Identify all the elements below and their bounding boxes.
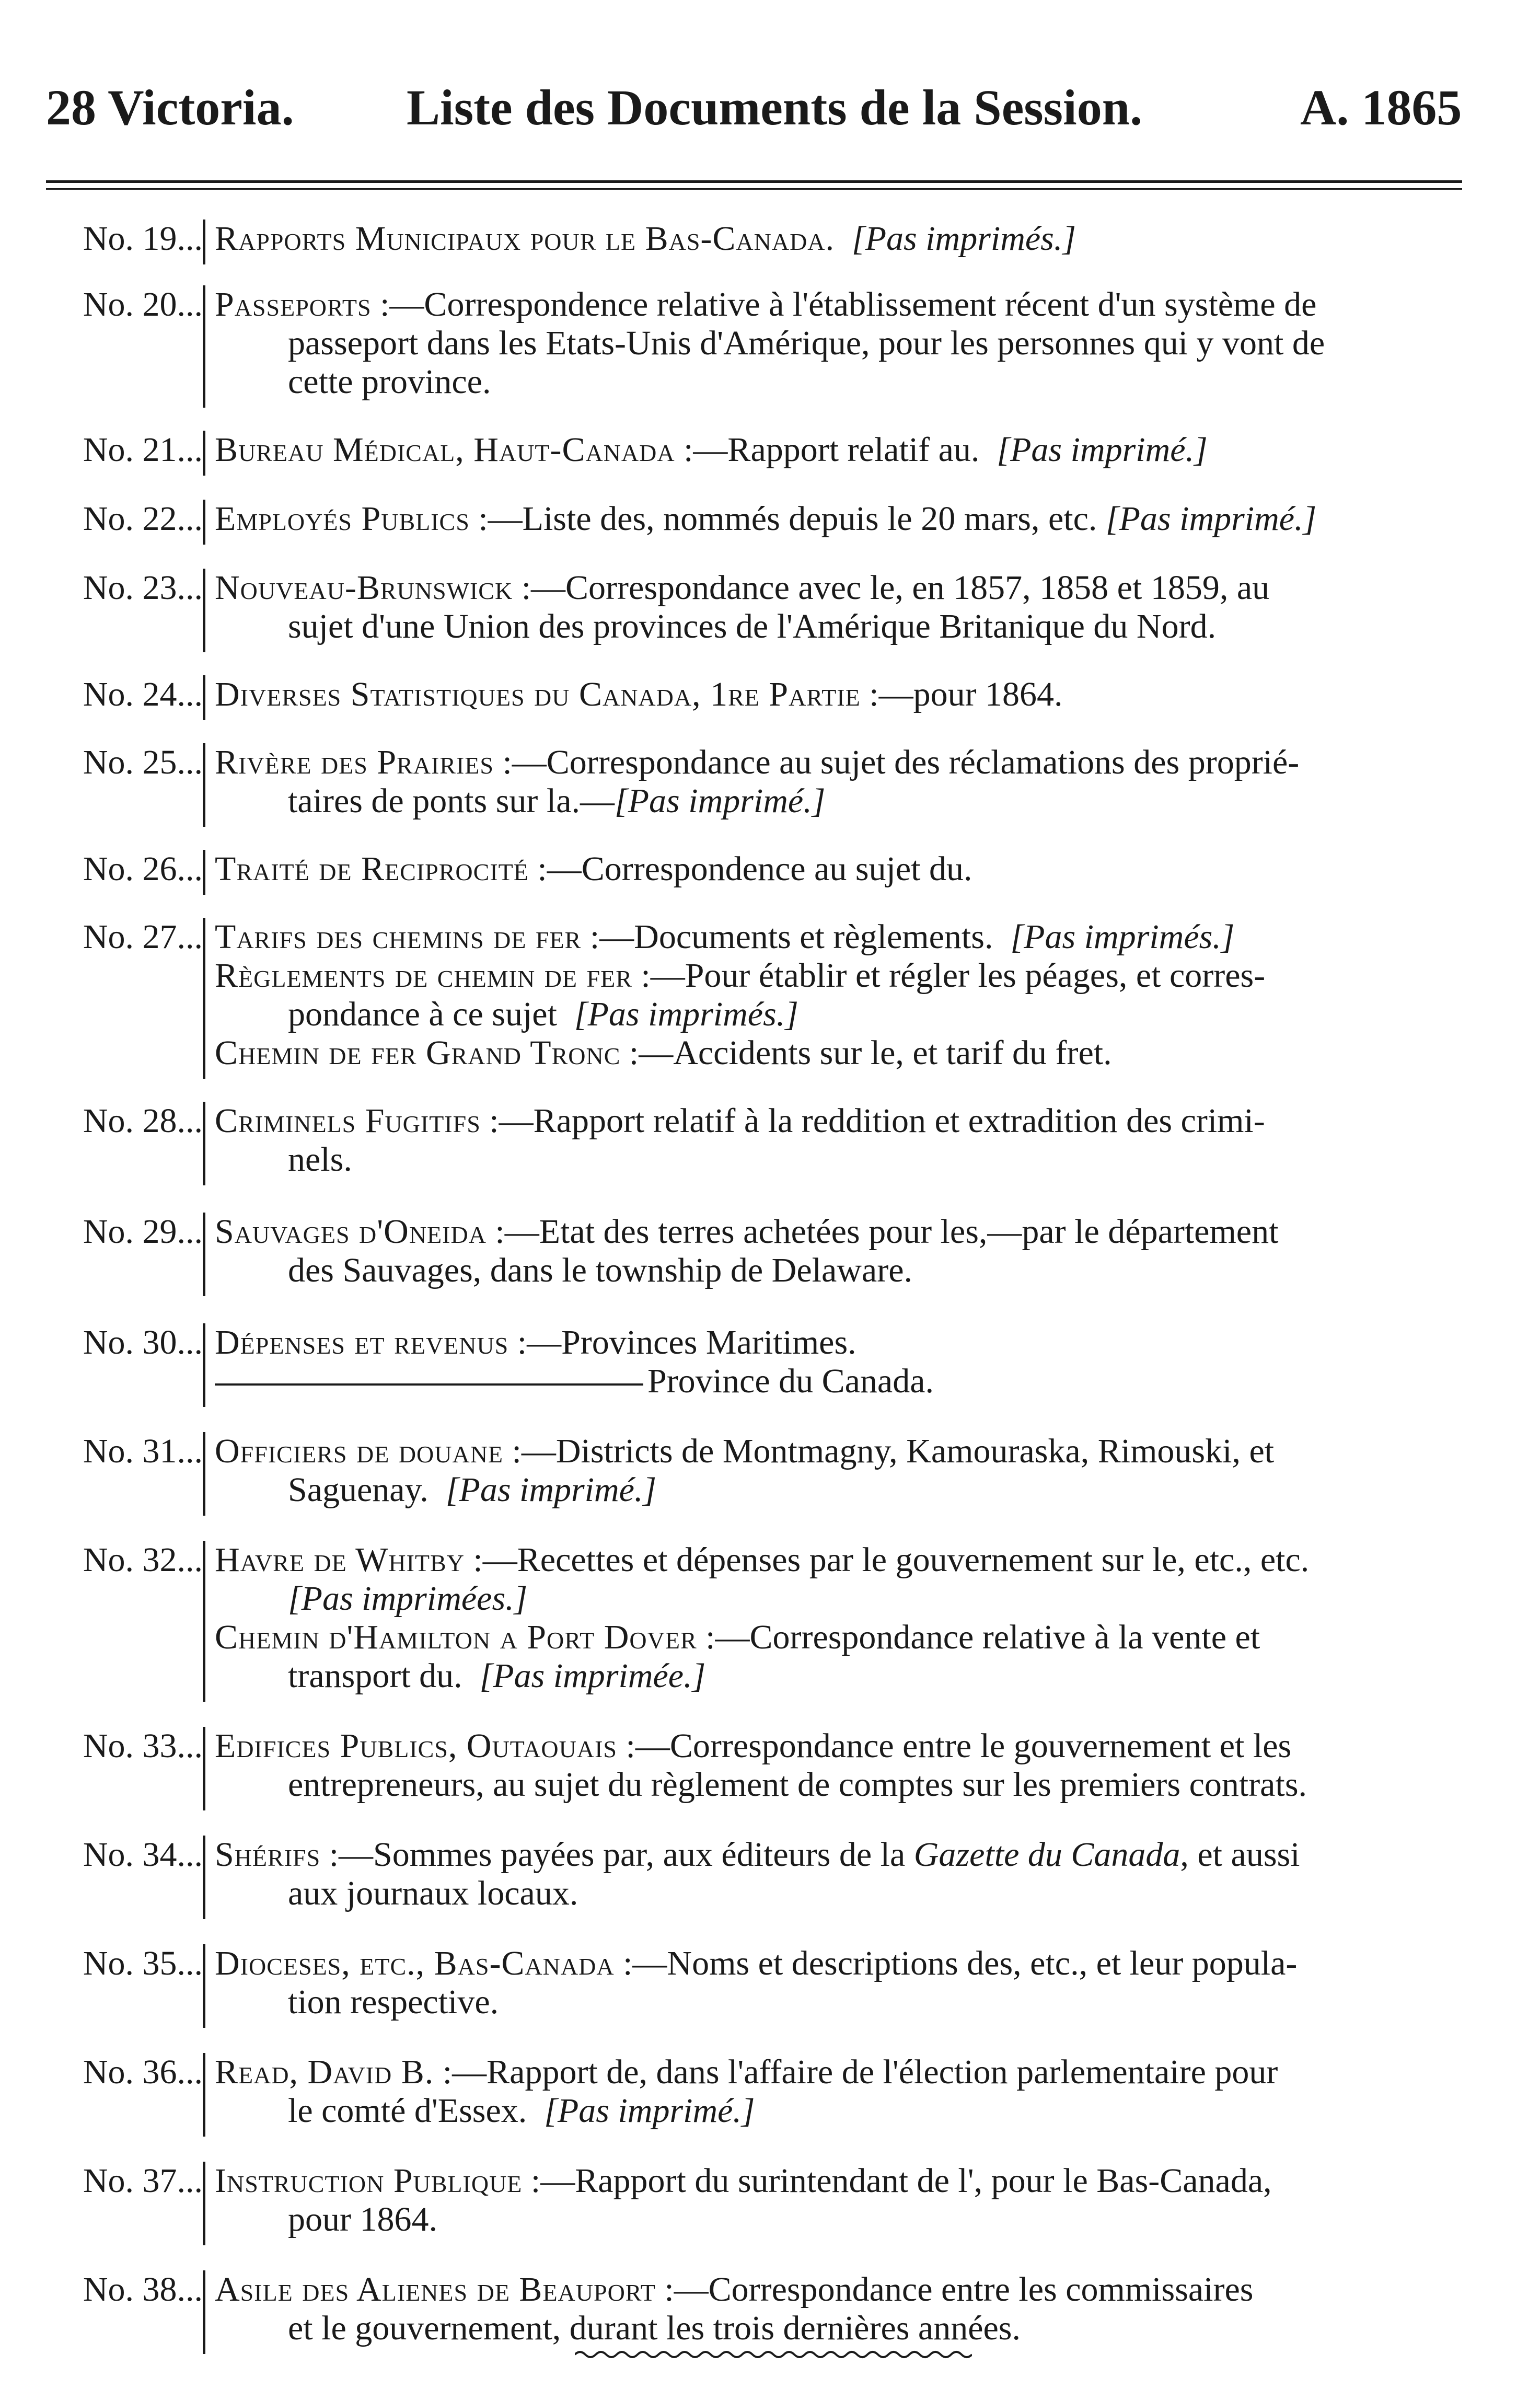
page-header bbox=[46, 78, 1473, 141]
entry-heading: Shérifs bbox=[215, 1836, 321, 1874]
description-line bbox=[215, 2053, 1478, 2092]
entry-heading: Sauvages d'Oneida bbox=[215, 1213, 487, 1251]
document-entry bbox=[46, 1102, 1478, 1185]
entry-heading: Rivère des Prairies bbox=[215, 743, 494, 781]
entry-heading: Traité de Reciprocité bbox=[215, 850, 529, 888]
entry-heading: Read, David B. bbox=[215, 2053, 434, 2091]
entry-note: [Pas imprimés.] bbox=[1010, 918, 1235, 956]
document-description bbox=[203, 743, 1478, 827]
entry-heading: Passeports bbox=[215, 285, 372, 324]
document-entry bbox=[46, 569, 1478, 652]
entry-note: Gazette du Canada bbox=[913, 1836, 1180, 1874]
document-number: No. 34... bbox=[83, 1836, 203, 1874]
document-description bbox=[203, 1541, 1478, 1702]
entry-text-tail: , et aussi bbox=[1180, 1836, 1300, 1874]
entry-text: :—Rapport relatif à la reddition et extradition des crimi- bbox=[480, 1102, 1265, 1140]
description-line bbox=[215, 1766, 1478, 1804]
document-entry bbox=[46, 743, 1478, 827]
description-line bbox=[215, 956, 1478, 995]
entry-text: :—Sommes payées par, aux éditeurs de la bbox=[320, 1836, 914, 1874]
description-line bbox=[215, 1251, 1478, 1290]
entry-note: [Pas imprimé.] bbox=[544, 2092, 755, 2130]
entry-text: sujet d'une Union des provinces de l'Amérique Britanique du Nord. bbox=[288, 607, 1217, 645]
document-entry bbox=[46, 675, 1478, 720]
description-line bbox=[215, 1471, 1478, 1509]
entry-text: taires de ponts sur la.— bbox=[288, 782, 615, 820]
description-line bbox=[215, 1836, 1478, 1874]
entry-heading: Nouveau-Brunswick bbox=[215, 569, 513, 607]
description-line bbox=[215, 743, 1478, 782]
document-description bbox=[203, 569, 1478, 652]
document-entry bbox=[46, 2053, 1478, 2137]
entry-text: :—Recettes et dépenses par le gouvernement sur le, etc., etc. bbox=[464, 1541, 1310, 1579]
entry-text: le comté d'Essex. bbox=[288, 2092, 545, 2130]
entry-heading: Règlements de chemin de fer bbox=[215, 956, 632, 995]
document-description bbox=[203, 1323, 1478, 1407]
document-number: No. 30... bbox=[83, 1323, 203, 1361]
document-description bbox=[203, 285, 1478, 408]
description-line bbox=[215, 850, 1478, 889]
description-line bbox=[215, 363, 1478, 401]
document-number: No. 24... bbox=[83, 675, 203, 713]
document-number: No. 23... bbox=[83, 569, 203, 607]
entry-note: [Pas imprimées.] bbox=[288, 1579, 528, 1618]
document-number: No. 37... bbox=[83, 2162, 203, 2200]
entry-note: [Pas imprimés.] bbox=[574, 995, 798, 1033]
document-entry bbox=[46, 431, 1478, 476]
entry-text: cette province. bbox=[288, 363, 491, 401]
document-entry bbox=[46, 1944, 1478, 2028]
entry-text: :—Etat des terres achetées pour les,—par le département bbox=[486, 1213, 1279, 1251]
document-description bbox=[203, 850, 1478, 895]
entry-text: :—Districts de Montmagny, Kamouraska, Rimouski, et bbox=[503, 1432, 1275, 1470]
description-line bbox=[215, 1944, 1478, 1983]
header-session-year: 28 Victoria. bbox=[46, 79, 294, 135]
document-number: No. 36... bbox=[83, 2053, 203, 2091]
document-description bbox=[203, 675, 1478, 720]
document-entry bbox=[46, 500, 1478, 545]
entry-text: transport du. bbox=[288, 1657, 480, 1695]
entry-text: et le gouvernement, durant les trois dernières années. bbox=[288, 2309, 1021, 2347]
entry-heading: Diverses Statistiques du Canada, 1re Partie bbox=[215, 675, 861, 713]
entry-heading: Instruction Publique bbox=[215, 2162, 523, 2200]
document-entry bbox=[46, 918, 1478, 1079]
description-line bbox=[215, 2270, 1478, 2309]
document-number: No. 28... bbox=[83, 1102, 203, 1140]
document-description bbox=[203, 1213, 1478, 1296]
description-line bbox=[215, 1102, 1478, 1140]
document-entry bbox=[46, 220, 1478, 264]
ditto-rule bbox=[215, 1383, 643, 1386]
description-line bbox=[215, 1657, 1478, 1695]
entry-note: [Pas imprimé.] bbox=[445, 1471, 657, 1509]
description-line bbox=[215, 569, 1478, 607]
description-line bbox=[215, 675, 1478, 714]
document-description bbox=[203, 2053, 1478, 2137]
document-number: No. 38... bbox=[83, 2270, 203, 2309]
entry-text: pour 1864. bbox=[288, 2200, 437, 2239]
description-line bbox=[215, 1034, 1478, 1072]
description-line bbox=[215, 1213, 1478, 1251]
description-line bbox=[215, 2309, 1478, 2348]
document-list bbox=[46, 220, 1478, 2354]
description-line bbox=[215, 1432, 1478, 1471]
entry-text: :—Pour établir et régler les péages, et corres- bbox=[632, 956, 1266, 995]
entry-heading: Havre de Whitby bbox=[215, 1541, 465, 1579]
header-rule-thick bbox=[46, 180, 1462, 183]
document-description bbox=[203, 500, 1478, 545]
document-number: No. 29... bbox=[83, 1213, 203, 1251]
document-entry bbox=[46, 2270, 1478, 2354]
entry-text bbox=[835, 220, 852, 258]
entry-text: :—Documents et règlements. bbox=[581, 918, 1011, 956]
document-description bbox=[203, 1944, 1478, 2028]
description-line bbox=[215, 1727, 1478, 1766]
document-description bbox=[203, 1102, 1478, 1185]
document-description bbox=[203, 1727, 1478, 1810]
entry-text: Province du Canada. bbox=[647, 1362, 934, 1400]
document-number: No. 26... bbox=[83, 850, 203, 888]
document-entry bbox=[46, 2162, 1478, 2245]
document-description bbox=[203, 1432, 1478, 1516]
document-description bbox=[203, 2270, 1478, 2354]
entry-heading: Officiers de douane bbox=[215, 1432, 504, 1470]
document-entry bbox=[46, 285, 1478, 408]
description-line bbox=[215, 220, 1478, 258]
entry-text: passeport dans les Etats-Unis d'Amérique, pour les personnes qui y vont de bbox=[288, 324, 1325, 362]
header-rule-thin bbox=[46, 188, 1462, 190]
entry-heading: Criminels Fugitifs bbox=[215, 1102, 481, 1140]
entry-text: :—Correspondance entre les commissaires bbox=[655, 2270, 1254, 2309]
description-line bbox=[215, 285, 1478, 324]
entry-heading: Dioceses, etc., Bas-Canada bbox=[215, 1944, 615, 1982]
entry-note: [Pas imprimée.] bbox=[479, 1657, 706, 1695]
document-number: No. 35... bbox=[83, 1944, 203, 1982]
document-number: No. 20... bbox=[83, 285, 203, 324]
entry-text: :—Rapport de, dans l'affaire de l'élection parlementaire pour bbox=[434, 2053, 1278, 2091]
description-line bbox=[215, 1541, 1478, 1579]
entry-heading: Employés Publics bbox=[215, 500, 470, 538]
document-entry bbox=[46, 850, 1478, 895]
entry-note: [Pas imprimé.] bbox=[615, 782, 826, 820]
entry-text: :—Accidents sur le, et tarif du fret. bbox=[620, 1034, 1112, 1072]
entry-heading: Dépenses et revenus bbox=[215, 1323, 509, 1361]
description-line bbox=[215, 1983, 1478, 2022]
description-line bbox=[215, 782, 1478, 821]
entry-heading: Chemin de fer Grand Tronc bbox=[215, 1034, 621, 1072]
entry-text: :—Noms et descriptions des, etc., et leur popula- bbox=[614, 1944, 1298, 1982]
document-description bbox=[203, 220, 1478, 264]
description-line bbox=[215, 1323, 1478, 1362]
header-title: Liste des Documents de la Session. bbox=[407, 79, 1143, 135]
description-line bbox=[215, 2092, 1478, 2130]
description-line bbox=[215, 607, 1478, 646]
document-entry bbox=[46, 1541, 1478, 1702]
entry-heading: Tarifs des chemins de fer bbox=[215, 918, 582, 956]
document-entry bbox=[46, 1323, 1478, 1407]
description-line bbox=[215, 1140, 1478, 1179]
document-description bbox=[203, 431, 1478, 476]
document-entry bbox=[46, 1836, 1478, 1919]
entry-text: :—Correspondance au sujet des réclamations des proprié- bbox=[493, 743, 1300, 781]
entry-text: :—Correspondance entre le gouvernement et les bbox=[617, 1727, 1292, 1765]
document-number: No. 21... bbox=[83, 431, 203, 469]
entry-note: [Pas imprimé.] bbox=[997, 431, 1208, 469]
entry-heading: Chemin d'Hamilton a Port Dover bbox=[215, 1618, 697, 1656]
entry-text: Saguenay. bbox=[288, 1471, 446, 1509]
entry-heading: Rapports Municipaux pour le Bas-Canada. bbox=[215, 220, 835, 258]
wavy-ornament bbox=[575, 2347, 972, 2362]
description-line bbox=[215, 995, 1478, 1034]
description-line bbox=[215, 1874, 1478, 1913]
document-number: No. 22... bbox=[83, 500, 203, 538]
entry-text: entrepreneurs, au sujet du règlement de comptes sur les premiers contrats. bbox=[288, 1766, 1307, 1804]
description-line bbox=[215, 918, 1478, 956]
entry-text: :—Correspondence relative à l'établissement récent d'un système de bbox=[371, 285, 1317, 324]
entry-text: :—Provinces Maritimes. bbox=[508, 1323, 856, 1361]
document-number: No. 32... bbox=[83, 1541, 203, 1579]
entry-text: :—Rapport relatif au. bbox=[675, 431, 997, 469]
entry-note: [Pas imprimé.] bbox=[1105, 500, 1317, 538]
entry-text: :—Liste des, nommés depuis le 20 mars, etc. bbox=[469, 500, 1106, 538]
entry-text: :—Correspondence au sujet du. bbox=[528, 850, 972, 888]
document-number: No. 33... bbox=[83, 1727, 203, 1765]
document-number: No. 27... bbox=[83, 918, 203, 956]
entry-text: tion respective. bbox=[288, 1983, 499, 2021]
description-line bbox=[215, 1579, 1478, 1618]
document-description bbox=[203, 918, 1478, 1079]
entry-text: des Sauvages, dans le township de Delaware. bbox=[288, 1251, 912, 1289]
document-entry bbox=[46, 1727, 1478, 1810]
entry-text: :—Correspondance relative à la vente et bbox=[697, 1618, 1260, 1656]
document-description bbox=[203, 1836, 1478, 1919]
description-line bbox=[215, 431, 1478, 469]
description-line bbox=[215, 2200, 1478, 2239]
document-entry bbox=[46, 1432, 1478, 1516]
entry-text: :—pour 1864. bbox=[860, 675, 1063, 713]
entry-text: aux journaux locaux. bbox=[288, 1874, 578, 1912]
entry-text: nels. bbox=[288, 1140, 352, 1179]
document-number: No. 31... bbox=[83, 1432, 203, 1470]
description-line bbox=[215, 1362, 1478, 1401]
entry-heading: Bureau Médical, Haut-Canada bbox=[215, 431, 675, 469]
description-line bbox=[215, 2162, 1478, 2200]
entry-text: pondance à ce sujet bbox=[288, 995, 574, 1033]
document-description bbox=[203, 2162, 1478, 2245]
document-number: No. 25... bbox=[83, 743, 203, 781]
entry-text: :—Correspondance avec le, en 1857, 1858 et 1859, au bbox=[513, 569, 1270, 607]
header-year: A. 1865 bbox=[1300, 79, 1462, 135]
entry-note: [Pas imprimés.] bbox=[852, 220, 1076, 258]
entry-text: :—Rapport du surintendant de l', pour le Bas-Canada, bbox=[522, 2162, 1272, 2200]
description-line bbox=[215, 1618, 1478, 1657]
entry-heading: Edifices Publics, Outaouais bbox=[215, 1727, 617, 1765]
document-number: No. 19... bbox=[83, 220, 203, 258]
description-line bbox=[215, 500, 1478, 538]
description-line bbox=[215, 324, 1478, 363]
document-entry bbox=[46, 1213, 1478, 1296]
entry-heading: Asile des Alienes de Beauport bbox=[215, 2270, 656, 2309]
